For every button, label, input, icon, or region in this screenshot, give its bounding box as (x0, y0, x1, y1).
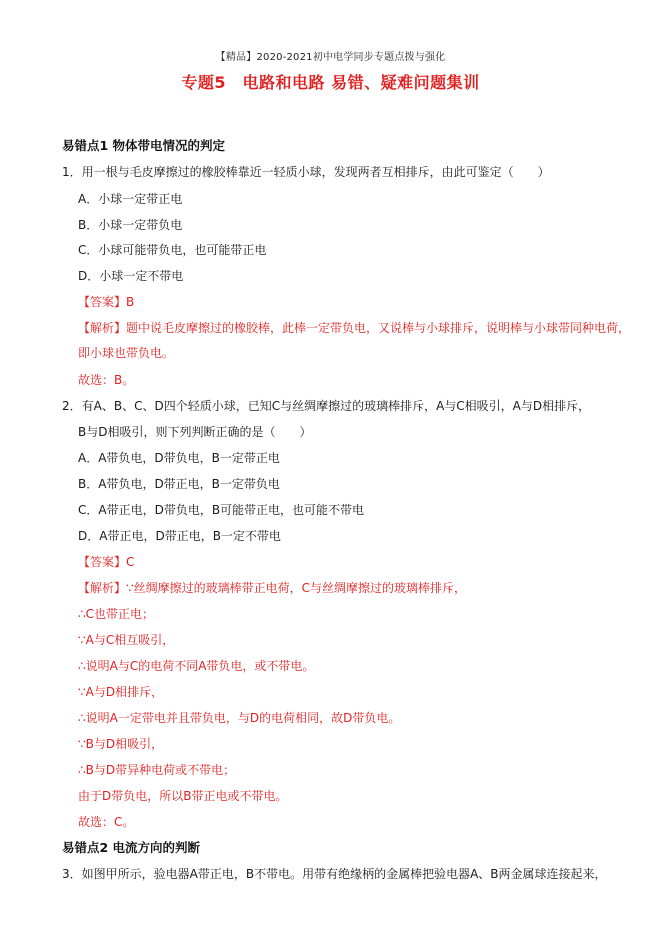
answer-value: C (126, 555, 135, 569)
section-heading-2: 易错点2 电流方向的判断 (62, 840, 201, 855)
question-2-analysis-line-7: ∵B与D相吸引， (78, 737, 164, 751)
answer-label: 【答案】 (78, 555, 127, 569)
question-1-choose: 故选：B。 (78, 373, 135, 387)
question-2-analysis-line-10: 故选：C。 (78, 815, 135, 829)
analysis-label: 【解析】 (78, 321, 127, 335)
page-header: 【精品】2020-2021初中电学同步专题点拨与强化 (215, 52, 446, 63)
question-2-analysis-line-4: ∴说明A与C的电荷不同A带负电，或不带电。 (78, 659, 315, 673)
section-heading-1: 易错点1 物体带电情况的判定 (62, 138, 226, 153)
question-3-stem: 3．如图甲所示，验电器A带正电，B不带电。用带有绝缘柄的金属棒把验电器A、B两金属球连接起来， (62, 867, 607, 881)
question-2-option-c: C．A带正电，D带负电，B可能带正电，也可能不带电 (78, 503, 365, 517)
answer-value: B (126, 295, 135, 309)
question-2-stem-line-1: 2．有A、B、C、D四个轻质小球，已知C与丝绸摩擦过的玻璃棒排斥，A与C相吸引，A与D相排斥， (62, 399, 591, 413)
question-1-option-d: D．小球一定不带电 (78, 269, 184, 283)
question-1-option-c: C．小球可能带负电，也可能带正电 (78, 243, 267, 257)
page-title: 专题5 电路和电路 易错、疑难问题集训 (181, 73, 480, 92)
question-2-option-b: B．A带负电，D带正电，B一定带负电 (78, 477, 280, 491)
question-2-stem-line-2: B与D相吸引，则下列判断正确的是（ ） (78, 425, 312, 439)
question-2-option-a: A．A带负电，D带负电，B一定带正电 (78, 451, 280, 465)
analysis-label: 【解析】 (78, 581, 127, 595)
question-2-analysis-line-3: ∵A与C相互吸引， (78, 633, 175, 647)
question-1-analysis-line-2: 即小球也带负电。 (78, 346, 175, 360)
question-1-analysis-line-1 (78, 320, 630, 336)
analysis-text: 题中说毛皮摩擦过的橡胶棒，此棒一定带负电，又说棒与小球排斥，说明棒与小球带同种电荷， (126, 321, 631, 335)
question-2-analysis-line-2: ∴C也带正电； (78, 607, 155, 621)
answer-label: 【答案】 (78, 295, 127, 309)
question-1-option-a: A．小球一定带正电 (78, 192, 183, 206)
question-2-answer (78, 554, 134, 570)
question-2-analysis-line-5: ∵A与D相排斥， (78, 685, 164, 699)
analysis-text: ∵丝绸摩擦过的玻璃棒带正电荷，C与丝绸摩擦过的玻璃棒排斥， (126, 581, 467, 595)
question-1-answer (78, 294, 134, 310)
question-1-option-b: B．小球一定带负电 (78, 218, 183, 232)
question-2-analysis-line-6: ∴说明A一定带电并且带负电，与D的电荷相同，故D带负电。 (78, 711, 401, 725)
question-2-analysis-line-1 (78, 580, 466, 596)
question-2-analysis-line-9: 由于D带负电，所以B带正电或不带电。 (78, 789, 288, 803)
question-2-analysis-line-8: ∴B与D带异种电荷或不带电； (78, 763, 236, 777)
question-1-stem: 1．用一根与毛皮摩擦过的橡胶棒靠近一轻质小球，发现两者互相排斥，由此可鉴定（ ） (62, 165, 550, 179)
question-2-option-d: D．A带正电，D带正电，B一定不带电 (78, 529, 281, 543)
